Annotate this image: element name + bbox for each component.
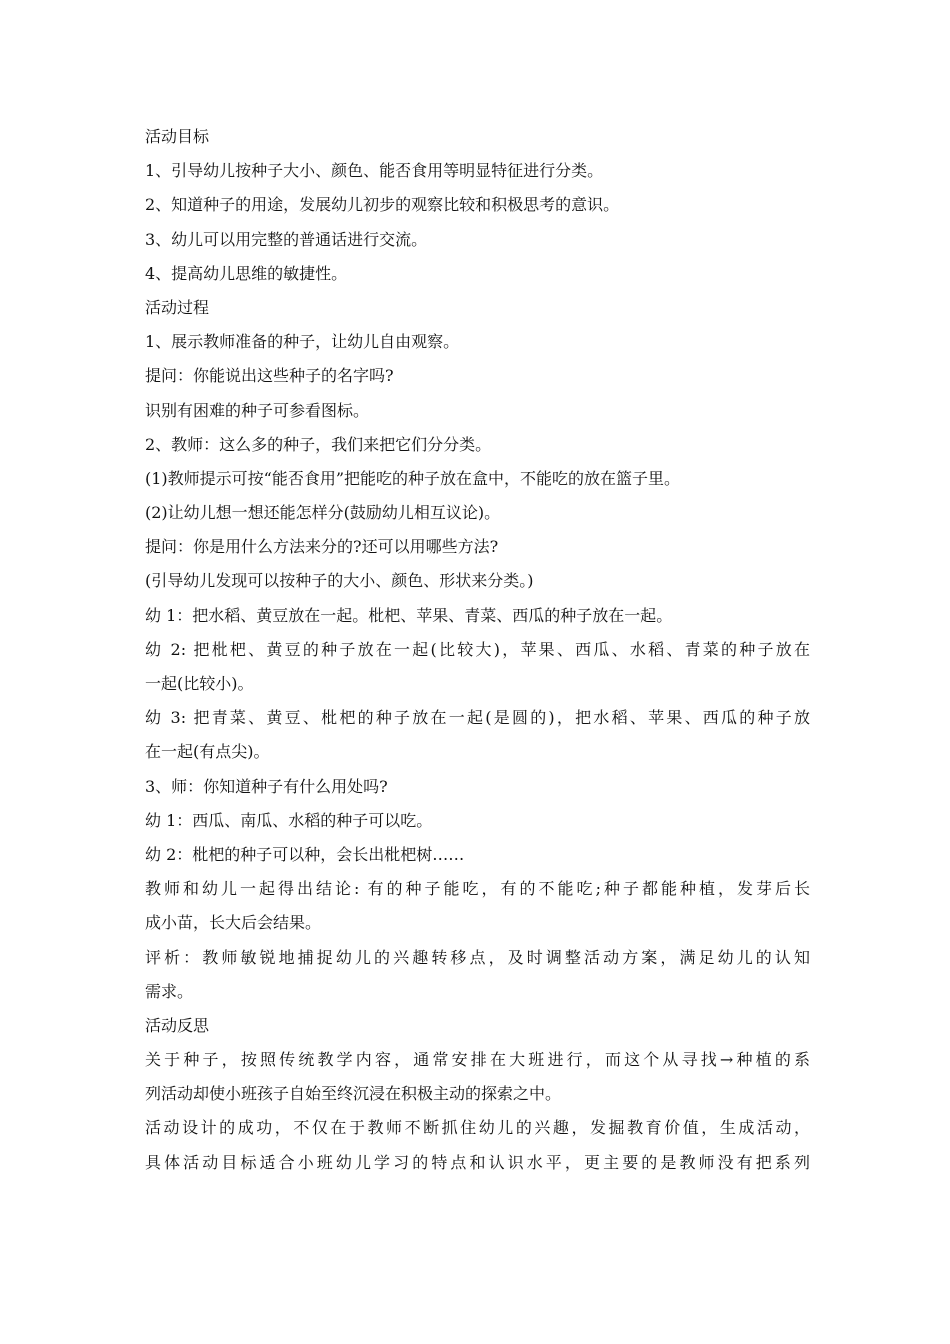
section-heading-goals: 活动目标 <box>145 127 210 146</box>
goal-item-4: 4、提高幼儿思维的敏捷性。 <box>145 263 348 283</box>
section-heading-reflection: 活动反思 <box>145 1015 210 1035</box>
process-question-1: 提问：你能说出这些种子的名字吗? <box>145 366 394 386</box>
reflection-para-1-line-2: 列活动却使小班孩子自始至终沉浸在积极主动的探索之中。 <box>145 1084 562 1104</box>
analysis-line-1: 评析：教师敏锐地捕捉幼儿的兴趣转移点，及时调整活动方案，满足幼儿的认知 <box>145 947 810 967</box>
child-answer-1: 幼 1：把水稻、黄豆放在一起。枇杷、苹果、青菜、西瓜的种子放在一起。 <box>145 605 673 625</box>
conclusion-line-2: 成小苗，长大后会结果。 <box>145 913 322 933</box>
conclusion-line-1: 教师和幼儿一起得出结论: 有的种子能吃，有的不能吃;种子都能种植，发芽后长 <box>145 879 810 899</box>
section-heading-process: 活动过程 <box>145 297 210 317</box>
document-page <box>145 120 810 1180</box>
child-answer-2-line-2: 一起(比较小)。 <box>145 674 254 693</box>
process-step-1: 1、展示教师准备的种子，让幼儿自由观察。 <box>145 332 460 352</box>
process-note-2: (引导幼儿发现可以按种子的大小、颜色、形状来分类。) <box>145 571 534 591</box>
goal-item-3: 3、幼儿可以用完整的普通话进行交流。 <box>145 229 428 249</box>
child-answer-5: 幼 2：枇杷的种子可以种，会长出枇杷树…… <box>145 844 465 864</box>
child-answer-2-line-1: 幼 2: 把枇杷、黄豆的种子放在一起(比较大)，苹果、西瓜、水稻、青菜的种子放在 <box>145 639 810 659</box>
process-substep-2: (2)让幼儿想一想还能怎样分(鼓励幼儿相互议论)。 <box>145 503 501 523</box>
reflection-para-2-line-2: 具体活动目标适合小班幼儿学习的特点和认识水平，更主要的是教师没有把系列 <box>145 1152 810 1172</box>
process-note-1: 识别有困难的种子可参看图标。 <box>145 400 370 420</box>
process-substep-1: (1)教师提示可按“能否食用”把能吃的种子放在盒中，不能吃的放在篮子里。 <box>145 468 681 488</box>
child-answer-3-line-2: 在一起(有点尖)。 <box>145 742 270 762</box>
child-answer-3-line-1: 幼 3: 把青菜、黄豆、枇杷的种子放在一起(是圆的)，把水稻、苹果、西瓜的种子放 <box>145 708 810 728</box>
reflection-para-2-line-1: 活动设计的成功，不仅在于教师不断抓住幼儿的兴趣，发掘教育价值，生成活动， <box>145 1118 810 1138</box>
process-step-2: 2、教师：这么多的种子，我们来把它们分分类。 <box>145 434 492 454</box>
analysis-line-2: 需求。 <box>145 981 194 1001</box>
process-question-2: 提问：你是用什么方法来分的?还可以用哪些方法? <box>145 537 499 557</box>
reflection-para-1-line-1: 关于种子，按照传统教学内容，通常安排在大班进行，而这个从寻找→种植的系 <box>145 1050 810 1070</box>
process-step-3: 3、师：你知道种子有什么用处吗? <box>145 776 388 796</box>
goal-item-2: 2、知道种子的用途，发展幼儿初步的观察比较和积极思考的意识。 <box>145 195 620 215</box>
goal-item-1: 1、引导幼儿按种子大小、颜色、能否食用等明显特征进行分类。 <box>145 161 604 181</box>
child-answer-4: 幼 1：西瓜、南瓜、水稻的种子可以吃。 <box>145 810 433 830</box>
